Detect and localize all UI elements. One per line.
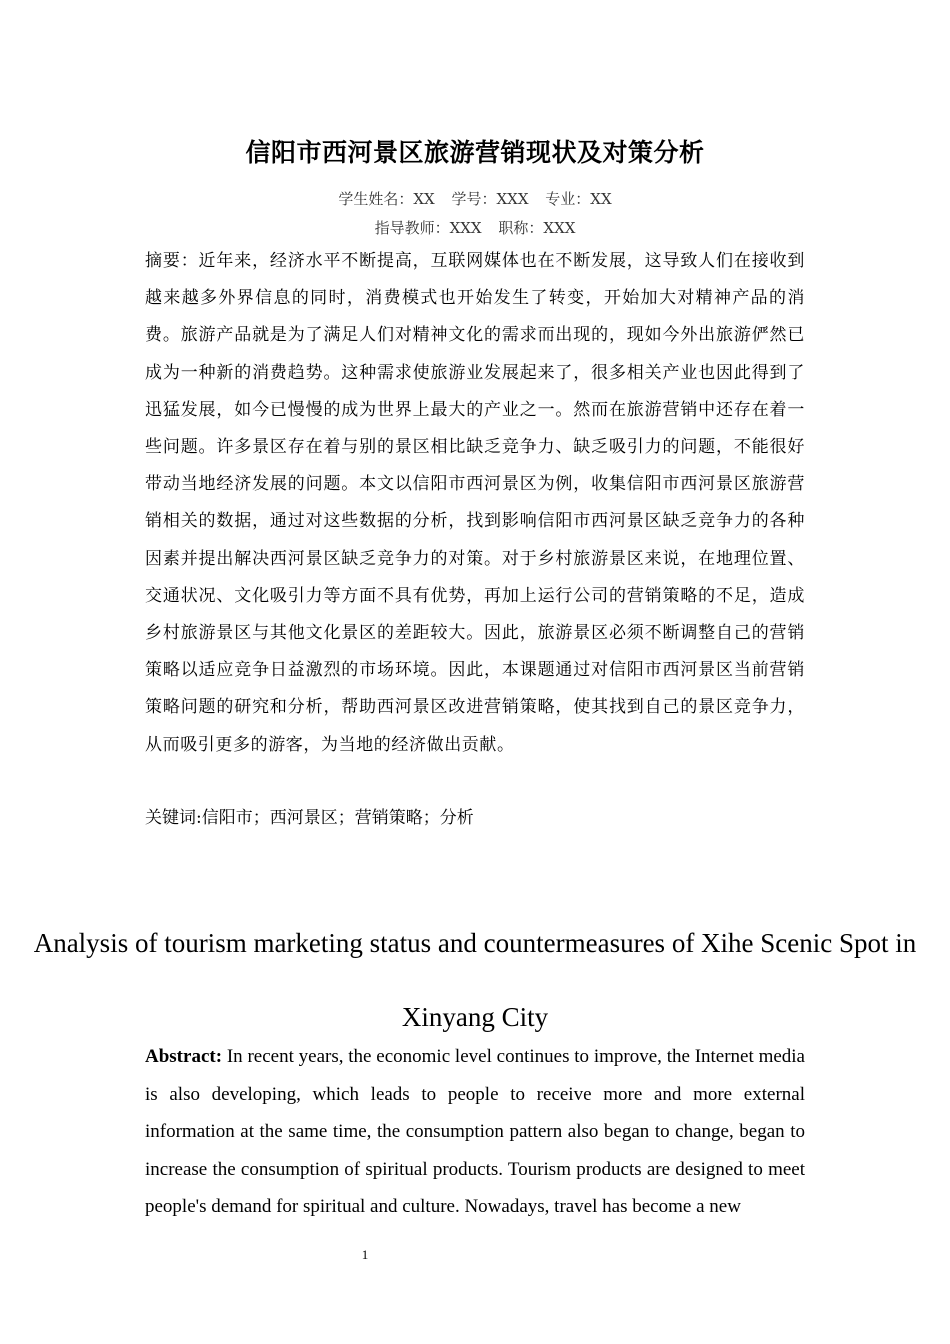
english-abstract — [145, 1038, 805, 1226]
advisor-info-line — [0, 217, 950, 238]
chinese-abstract — [145, 243, 805, 764]
author-info-line — [0, 188, 950, 209]
advisor: 指导教师：XXX — [374, 219, 482, 237]
english-abstract-label: Abstract: — [145, 1046, 223, 1067]
chinese-keywords-text: :信阳市；西河景区；营销策略；分析 — [196, 808, 474, 828]
chinese-abstract-text: 近年来，经济水平不断提高，互联网媒体也在不断发展，这导致人们在接收到越来越多外界信息的同时，消费模式也开始发生了转变，开始加大对精神产品的消费。旅游产品就是为了满足人们对精神文化的需求而出现的，现如今外出旅游俨然已成为一种新的消费趋势。这种需求使旅游业发展起来了，很多相关产业也因此得到了迅猛发展，如今已慢慢的成为世界上最大的产业之一。然而在旅游营销中还存在着一些问题。许多景区存在着与别的景区相比缺乏竞争力、缺乏吸引力的问题，不能很好带动当地经济发展的问题。本文以信阳市西河景区为例，收集信阳市西河景区旅游营销相关的数据，通过对这些数据的分析，找到影响信阳市西河景区缺乏竞争力的各种因素并提出解决西河景区缺乏竞争力的对策。对于乡村旅游景区来说，在地理位置、交通状况、文化吸引力等方面不具有优势，再加上运行公司的营销策略的不足，造成乡村旅游景区与其他文化景区的差距较大。因此，旅游景区必须不断调整自己的营销策略以适应竞争日益激烈的市场环境。因此，本课题通过对信阳市西河景区当前营销策略问题的研究和分析，帮助西河景区改进营销策略，使其找到自己的景区竞争力，从而吸引更多的游客，为当地的经济做出贡献。 — [145, 251, 805, 755]
student-name: 学生姓名：XX — [338, 190, 435, 208]
english-abstract-text: In recent years, the economic level continues to improve, the Internet media is also developing, which leads to people to receive more and more external information at the same time, the consumption pattern also began to change, began to increase the consumption of spiritual products. Tourism products are designed to meet people's demand for spiritual and culture. Nowadays, travel has become a new — [145, 1046, 805, 1217]
page-number: 1 — [361, 1247, 369, 1262]
chinese-title: 信阳市西河景区旅游营销现状及对策分析 — [245, 138, 705, 167]
advisor-rank: 职称：XXX — [498, 219, 576, 237]
english-title: Analysis of tourism marketing status and countermeasures of Xihe Scenic Spot in Xinyang City — [33, 928, 917, 1032]
student-id: 学号：XXX — [451, 190, 529, 208]
major: 专业：XX — [545, 190, 612, 208]
chinese-keywords-label: 关键词 — [145, 808, 196, 828]
chinese-keywords — [145, 802, 805, 834]
chinese-abstract-label: 摘要： — [145, 251, 199, 271]
